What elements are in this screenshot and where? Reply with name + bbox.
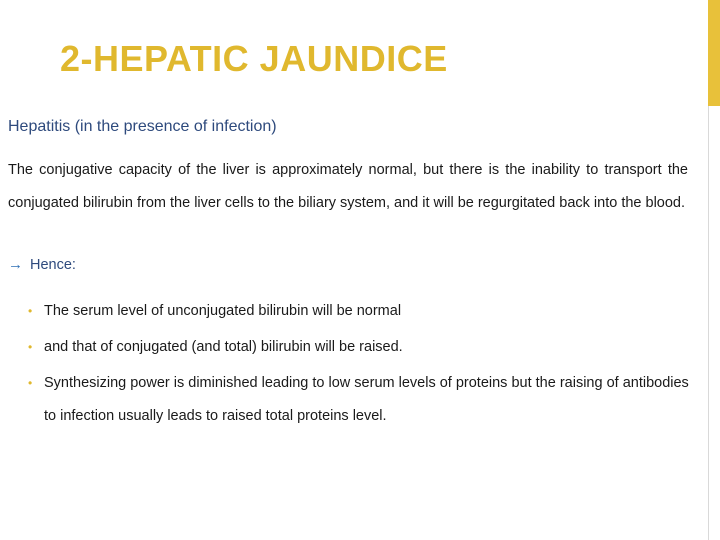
side-rule <box>708 106 709 540</box>
slide-subtitle: Hepatitis (in the presence of infection) <box>8 118 277 135</box>
bullet-icon: • <box>28 304 33 318</box>
bullet-text: and that of conjugated (and total) bilirubin will be raised. <box>44 339 403 355</box>
bullet-text: Synthesizing power is diminished leading to low serum levels of proteins but the raising of antibodies to infection usually leads to raised total proteins level. <box>44 375 689 424</box>
list-item <box>28 367 692 433</box>
hence-label: Hence: <box>30 256 76 273</box>
body-paragraph: The conjugative capacity of the liver is approximately normal, but there is the inability to transport the conjugated bilirubin from the liver cells to the biliary system, and it will be regurgitated back into the blood. <box>8 162 688 211</box>
list-item <box>28 295 692 328</box>
bullet-list <box>28 295 692 436</box>
bullet-text: The serum level of unconjugated bilirubin will be normal <box>44 303 402 319</box>
bullet-icon: • <box>28 340 33 354</box>
right-arrow-icon: → <box>8 256 23 273</box>
hence-heading <box>8 256 76 273</box>
slide-title: 2-HEPATIC JAUNDICE <box>60 38 448 79</box>
accent-bar <box>708 0 720 106</box>
list-item <box>28 331 692 364</box>
bullet-icon: • <box>28 376 33 390</box>
